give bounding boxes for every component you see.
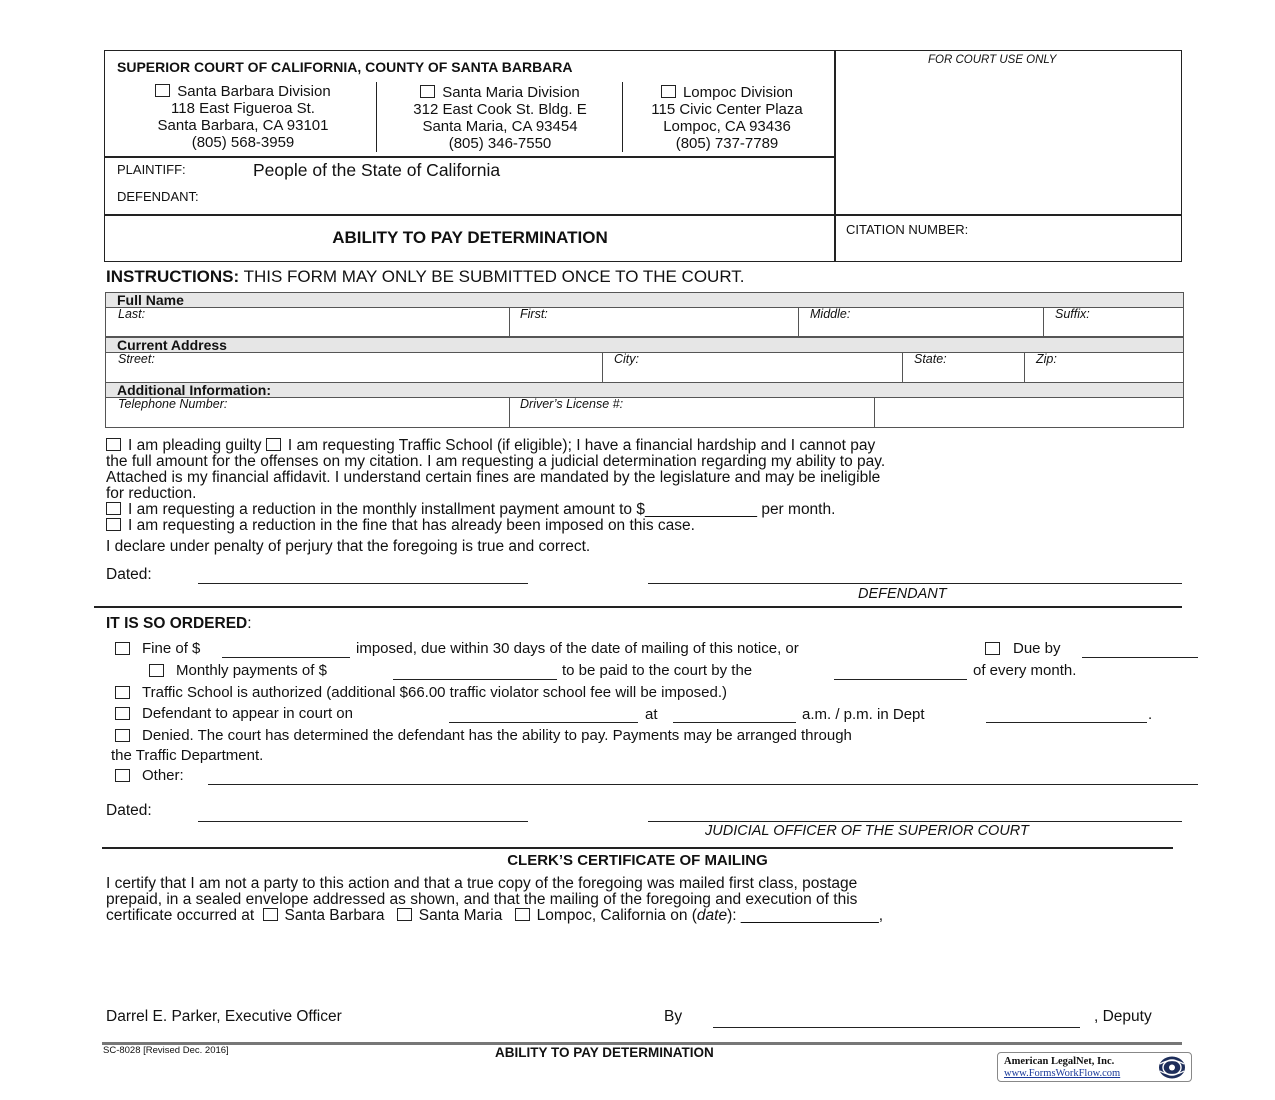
brand-name: American LegalNet, Inc. <box>1004 1056 1115 1067</box>
fine-of-label: Fine of $ <box>142 640 201 657</box>
mail-lompoc-checkbox[interactable] <box>515 908 530 921</box>
other-checkbox[interactable] <box>115 769 130 782</box>
current-address-header <box>105 337 1184 353</box>
declaration: I declare under penalty of perjury that the foregoing is true and correct. <box>106 538 591 555</box>
paid-to-court-text: to be paid to the court by the <box>562 662 753 679</box>
judicial-signature-line[interactable] <box>648 821 1182 822</box>
fine-amount-line[interactable] <box>222 657 350 658</box>
by-label: By <box>664 1008 683 1025</box>
pleading-guilty-checkbox[interactable] <box>106 438 121 451</box>
division-phone: (805) 346-7550 <box>448 135 552 152</box>
defendant-signature-label: DEFENDANT <box>858 586 947 602</box>
fine-of-checkbox[interactable] <box>115 642 130 655</box>
traffic-school-authorized-text: Traffic School is authorized (additional $66.00 traffic violator school fee will be imposed.) <box>142 684 728 701</box>
current-address-header-label: Current Address <box>117 337 227 353</box>
drivers-license-label: Driver’s License #: <box>520 397 624 411</box>
division-divider <box>376 82 377 152</box>
appear-time-line[interactable] <box>673 722 796 723</box>
additional-info-header-label: Additional Information: <box>117 382 271 398</box>
extra-info-field[interactable] <box>874 397 1184 428</box>
court-title: SUPERIOR COURT OF CALIFORNIA, COUNTY OF SANTA BARBARA <box>117 59 573 75</box>
mail-loc-santa-barbara: Santa Barbara <box>284 907 385 924</box>
last-label: Last: <box>118 307 146 321</box>
date-word: date <box>696 907 728 924</box>
denied-text: Denied. The court has determined the defendant has the ability to pay. Payments may be arranged through <box>142 727 852 744</box>
executive-officer: Darrel E. Parker, Executive Officer <box>106 1008 342 1025</box>
order-heading-colon: : <box>247 615 252 632</box>
ampm-dept-label: a.m. / p.m. in Dept <box>802 706 925 723</box>
requests-line: for reduction. <box>106 485 197 502</box>
santa-maria-division-checkbox[interactable] <box>420 85 435 98</box>
order-heading <box>106 615 252 633</box>
clerk-line: I certify that I am not a party to this action and that a true copy of the foregoing was mailed first class, postage <box>106 875 858 892</box>
other-label: Other: <box>142 767 184 784</box>
clerk-heading: CLERK’S CERTIFICATE OF MAILING <box>507 852 768 869</box>
division-name: Lompoc Division <box>682 84 794 101</box>
judicial-signature-label: JUDICIAL OFFICER OF THE SUPERIOR COURT <box>705 823 1029 839</box>
form-title: ABILITY TO PAY DETERMINATION <box>332 228 608 247</box>
mail-santa-maria-checkbox[interactable] <box>397 908 412 921</box>
monthly-payments-label: Monthly payments of $ <box>176 662 327 679</box>
traffic-school-request-text: I am requesting Traffic School (if eligible); I have a financial hardship and I cannot pay <box>287 437 876 454</box>
division-phone: (805) 568-3959 <box>191 134 295 151</box>
clerk-certificate-text <box>106 876 883 924</box>
city-field[interactable] <box>602 352 903 383</box>
division-lompoc <box>624 84 830 152</box>
full-name-header <box>105 292 1184 308</box>
payment-day-line[interactable] <box>834 679 967 680</box>
due-by-date-line[interactable] <box>1082 657 1198 658</box>
telephone-label: Telephone Number: <box>118 397 228 411</box>
order-date-line[interactable] <box>198 821 528 822</box>
full-name-header-label: Full Name <box>117 292 184 308</box>
division-address: 312 East Cook St. Bldg. E <box>413 101 587 118</box>
requests-line: Attached is my financial affidavit. I understand certain fines are mandated by the legislature and may be ineligible <box>106 469 881 486</box>
clerk-line: prepaid, in a sealed envelope addressed as shown, and that the mailing of the foregoing and execution of this <box>106 891 858 908</box>
monthly-payments-checkbox[interactable] <box>149 664 164 677</box>
defendant-signature-line[interactable] <box>648 583 1182 584</box>
denied-checkbox[interactable] <box>115 729 130 742</box>
last-name-field[interactable] <box>105 307 510 337</box>
header-divider <box>104 156 835 158</box>
appear-period: . <box>1148 706 1153 723</box>
section-divider <box>94 606 1182 608</box>
suffix-label: Suffix: <box>1055 307 1090 321</box>
plaintiff-value[interactable]: People of the State of California <box>253 160 501 180</box>
instructions-label: INSTRUCTIONS: <box>106 267 240 286</box>
santa-barbara-division-checkbox[interactable] <box>155 84 170 97</box>
traffic-school-authorized-checkbox[interactable] <box>115 686 130 699</box>
mail-santa-barbara-checkbox[interactable] <box>263 908 278 921</box>
denied-text-continued: the Traffic Department. <box>111 747 264 764</box>
city-label: City: <box>614 352 639 366</box>
first-name-field[interactable] <box>509 307 799 337</box>
division-santa-barbara <box>110 83 376 151</box>
division-city: Lompoc, CA 93436 <box>663 118 791 135</box>
deputy-signature-line[interactable] <box>713 1027 1080 1028</box>
street-label: Street: <box>118 352 155 366</box>
fine-reduction-checkbox[interactable] <box>106 518 121 531</box>
requests-block <box>106 438 885 534</box>
legalnet-badge[interactable] <box>997 1052 1192 1082</box>
lompoc-division-checkbox[interactable] <box>661 85 676 98</box>
other-line[interactable] <box>208 784 1198 785</box>
every-month-text: of every month. <box>973 662 1077 679</box>
form-number: SC-8028 [Revised Dec. 2016] <box>103 1045 229 1056</box>
installment-reduction-text: I am requesting a reduction in the monthly installment payment amount to $_____________ per month. <box>128 501 836 518</box>
citation-label: CITATION NUMBER: <box>846 222 969 237</box>
deputy-label: , Deputy <box>1094 1008 1152 1025</box>
court-use-box <box>834 50 1182 216</box>
state-label: State: <box>914 352 947 366</box>
zip-label: Zip: <box>1036 352 1057 366</box>
fine-reduction-text: I am requesting a reduction in the fine that has already been imposed on this case. <box>128 517 695 534</box>
traffic-school-request-checkbox[interactable] <box>266 438 281 451</box>
mail-loc-santa-maria: Santa Maria <box>418 907 503 924</box>
fine-imposed-text: imposed, due within 30 days of the date of mailing of this notice, or <box>356 640 799 657</box>
clerk-line: certificate occurred at <box>106 907 255 924</box>
order-dated-label: Dated: <box>106 802 152 819</box>
mail-date-blank[interactable]: ): ________________, <box>727 907 884 924</box>
monthly-amount-line[interactable] <box>393 679 557 680</box>
footer-title: ABILITY TO PAY DETERMINATION <box>495 1045 714 1060</box>
first-label: First: <box>520 307 548 321</box>
instructions <box>106 267 745 287</box>
division-address: 118 East Figueroa St. <box>171 100 315 117</box>
globe-logo-icon <box>1156 1055 1188 1080</box>
order-heading-text: IT IS SO ORDERED <box>106 615 248 632</box>
street-field[interactable] <box>105 352 603 383</box>
plaintiff-label: PLAINTIFF: <box>117 162 186 177</box>
middle-label: Middle: <box>810 307 851 321</box>
due-by-checkbox[interactable] <box>985 642 1000 655</box>
instructions-text: THIS FORM MAY ONLY BE SUBMITTED ONCE TO THE COURT. <box>239 267 745 286</box>
division-santa-maria <box>378 84 622 152</box>
division-city: Santa Maria, CA 93454 <box>422 118 578 135</box>
appear-at-label: at <box>645 706 658 723</box>
pleading-guilty-text: I am pleading guilty <box>128 437 262 454</box>
defendant-date-line[interactable] <box>198 583 528 584</box>
division-name: Santa Maria Division <box>442 84 580 101</box>
defendant-label: DEFENDANT: <box>117 189 199 204</box>
division-city: Santa Barbara, CA 93101 <box>157 117 329 134</box>
brand-url[interactable]: www.FormsWorkFlow.com <box>1004 1068 1121 1079</box>
mail-loc-lompoc: Lompoc, California on ( <box>536 907 697 924</box>
division-name: Santa Barbara Division <box>177 83 331 100</box>
division-phone: (805) 737-7789 <box>675 135 779 152</box>
due-by-label: Due by <box>1013 640 1061 657</box>
appear-in-court-text: Defendant to appear in court on <box>142 705 353 722</box>
court-use-label: FOR COURT USE ONLY <box>928 54 1057 66</box>
dept-line[interactable] <box>986 722 1147 723</box>
defendant-dated-label: Dated: <box>106 566 152 583</box>
installment-reduction-checkbox[interactable] <box>106 502 121 515</box>
requests-line: the full amount for the offenses on my citation. I am requesting a judicial determination regarding my ability to pay. <box>106 453 886 470</box>
division-divider <box>622 82 623 152</box>
appear-date-line[interactable] <box>449 722 638 723</box>
division-address: 115 Civic Center Plaza <box>651 101 803 118</box>
section-divider <box>102 847 1173 849</box>
appear-in-court-checkbox[interactable] <box>115 707 130 720</box>
